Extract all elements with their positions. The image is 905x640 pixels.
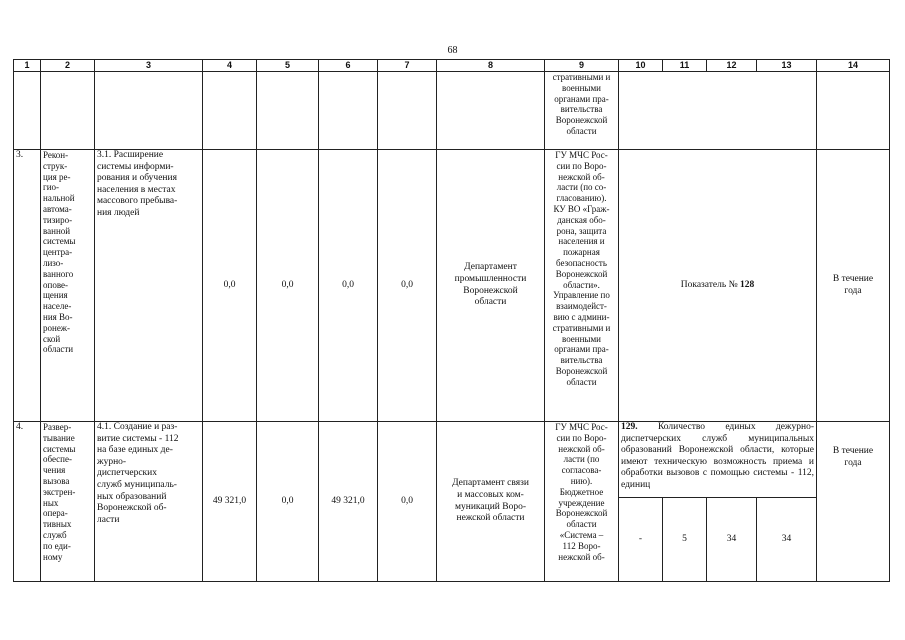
cell-responsible <box>437 72 545 150</box>
indicator-value-col11: 5 <box>663 498 707 582</box>
page-number: 68 <box>447 45 458 56</box>
deadline: В течение года <box>817 150 890 422</box>
header-cell: 13 <box>757 60 817 72</box>
header-cell: 4 <box>203 60 257 72</box>
indicator-prefix: Показатель № <box>680 279 741 290</box>
header-cell: 5 <box>257 60 319 72</box>
value-col7: 0,0 <box>378 422 437 582</box>
measure-name: Рекон- струк- ция ре- гио- нальной автома- тизиро- ванной системы центра- лизо- ванного опове- щения населе- ния Во- ронеж- ской области <box>41 150 95 422</box>
row-number: 3. <box>14 150 41 422</box>
value-col6: 0,0 <box>319 150 378 422</box>
activity-text: 4.1. Создание и раз- витие системы - 112 на базе единых де- журно- диспетчерских служб муниципаль- ных образований Воронежской об- ласти <box>95 422 203 582</box>
value-col4: 0,0 <box>203 150 257 422</box>
header-cell: 10 <box>619 60 663 72</box>
header-cell: 14 <box>817 60 890 72</box>
responsible-executor: Департамент промышленности Воронежской области <box>437 150 545 422</box>
cell-participants: стративными и военными органами пра- вительства Воронежской области <box>545 72 619 150</box>
value-col4: 49 321,0 <box>203 422 257 582</box>
table-row-continuation <box>14 72 890 150</box>
header-cell: 6 <box>319 60 378 72</box>
value-col5: 0,0 <box>257 422 319 582</box>
indicator-number: 128 <box>740 279 755 290</box>
cell-activity <box>95 72 203 150</box>
program-table <box>13 59 890 582</box>
activity-text: 3.1. Расширение системы информи- рования и обучения населения в местах массового пребыва- ния людей <box>95 150 203 422</box>
header-row <box>14 60 890 72</box>
header-cell: 3 <box>95 60 203 72</box>
cell-c7 <box>378 72 437 150</box>
table-row-3 <box>14 150 890 422</box>
participants: ГУ МЧС Рос- сии по Воро- нежской об- ласти (по согласова- нию). Бюджетное учреждение Воронежской области «Система – 112 Воро- нежской об- <box>545 422 619 582</box>
indicator-number: 129. <box>621 422 638 432</box>
indicator-description <box>619 422 817 498</box>
cell-c5 <box>257 72 319 150</box>
deadline: В течение года <box>817 422 890 582</box>
measure-name: Развер- тывание системы обеспе- чения вызова экстрен- ных опера- тивных служб по еди- ному <box>41 422 95 582</box>
header-cell: 11 <box>663 60 707 72</box>
header-cell: 2 <box>41 60 95 72</box>
row-number: 4. <box>14 422 41 582</box>
indicator-cell <box>619 150 817 422</box>
value-col6: 49 321,0 <box>319 422 378 582</box>
indicator-text: Количество единых дежурно-диспетчерских служб муниципальных образований Воронежской области, которые имеют техническую возможность приема и обработки вызовов с помощью системы - 112, единиц <box>621 422 814 490</box>
cell-c4 <box>203 72 257 150</box>
header-cell: 1 <box>14 60 41 72</box>
table-row-4 <box>14 422 890 498</box>
header-cell: 12 <box>707 60 757 72</box>
cell-indicator <box>619 72 817 150</box>
cell-deadline <box>817 72 890 150</box>
value-col5: 0,0 <box>257 150 319 422</box>
indicator-value-col10: - <box>619 498 663 582</box>
indicator-value-col12: 34 <box>707 498 757 582</box>
responsible-executor: Департамент связи и массовых ком- муникаций Воро- нежской области <box>437 422 545 582</box>
indicator-value-col13: 34 <box>757 498 817 582</box>
value-col7: 0,0 <box>378 150 437 422</box>
participants: ГУ МЧС Рос- сии по Воро- нежской об- ласти (по со- гласованию). КУ ВО «Граж- данская обо- рона, защита населения и пожарная безопасность Воронежской области». Управление по взаимодейст- вию с админи- стративными и военными органами пра- вительства Воронежской области <box>545 150 619 422</box>
cell-num <box>14 72 41 150</box>
header-cell: 8 <box>437 60 545 72</box>
header-cell: 9 <box>545 60 619 72</box>
header-cell: 7 <box>378 60 437 72</box>
cell-c6 <box>319 72 378 150</box>
cell-name <box>41 72 95 150</box>
